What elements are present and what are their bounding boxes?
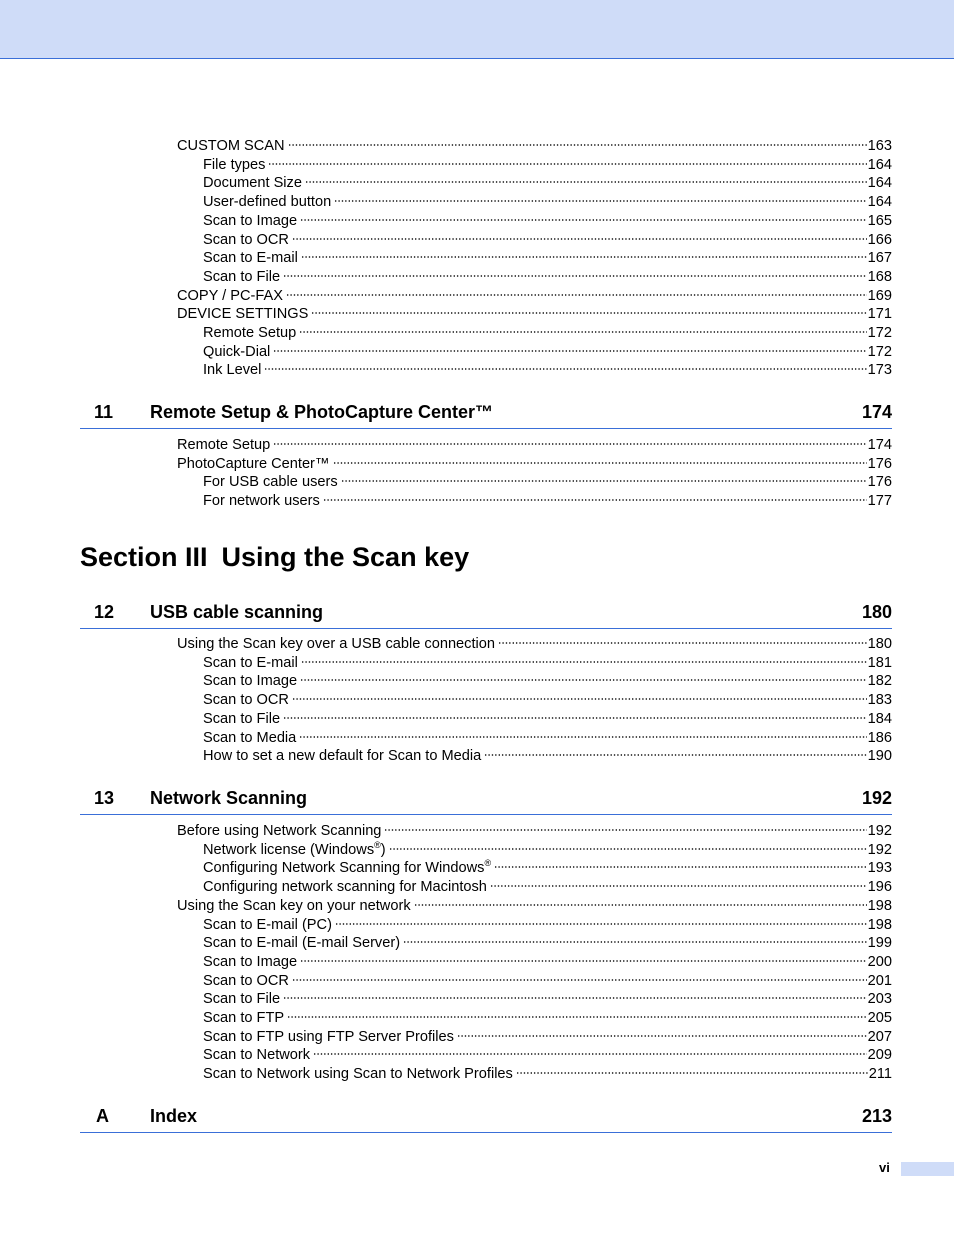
toc-subentry[interactable] bbox=[203, 1065, 892, 1083]
chapter-heading-11[interactable] bbox=[80, 398, 892, 429]
toc-entry-text: Using the Scan key over a USB cable connection bbox=[177, 636, 495, 652]
toc-entry-title bbox=[177, 287, 283, 305]
toc-entry-text: COPY / PC-FAX bbox=[177, 287, 283, 304]
toc-entry-page: 180 bbox=[867, 636, 892, 652]
toc-subentry[interactable] bbox=[203, 654, 892, 672]
toc-subentry[interactable] bbox=[203, 193, 892, 211]
toc-entry-text: Scan to FTP bbox=[203, 1010, 285, 1026]
toc-entry-title bbox=[203, 361, 261, 379]
page-number: vi bbox=[879, 1160, 890, 1175]
toc-entry-page: 174 bbox=[867, 437, 892, 453]
toc-entry-title bbox=[203, 1065, 513, 1083]
chapter-number: 11 bbox=[94, 402, 114, 422]
toc-entry-page: 198 bbox=[867, 897, 892, 914]
dot-leader bbox=[335, 922, 867, 926]
dot-leader bbox=[288, 143, 867, 147]
registered-mark: ® bbox=[484, 858, 492, 869]
chapter-title: Network Scanning bbox=[150, 788, 308, 808]
toc-subentry[interactable] bbox=[203, 249, 892, 267]
toc-entry-text: For network users bbox=[203, 493, 320, 510]
section-label: Section III bbox=[80, 542, 208, 572]
dot-leader bbox=[268, 162, 866, 166]
toc-entry-title bbox=[203, 231, 289, 249]
toc-entry-title bbox=[203, 747, 481, 765]
toc-entry[interactable] bbox=[177, 305, 892, 323]
toc-entry-page: 183 bbox=[867, 692, 892, 709]
dot-leader bbox=[516, 1071, 868, 1075]
toc-entry-text: Scan to Network bbox=[203, 1047, 311, 1064]
toc-entry-page: 164 bbox=[867, 194, 892, 211]
toc-entry-title bbox=[203, 1046, 310, 1064]
toc-entry-title bbox=[203, 473, 338, 491]
dot-leader bbox=[283, 996, 867, 1000]
toc-entry-title bbox=[203, 268, 280, 286]
toc-entry-page: 184 bbox=[867, 710, 892, 727]
toc-subentry[interactable] bbox=[203, 174, 892, 192]
toc-entry-page: 192 bbox=[867, 841, 892, 858]
toc-entry-text: Network license (Windows bbox=[203, 841, 375, 858]
toc-entry-page: 163 bbox=[867, 138, 892, 154]
toc-entry-text: CUSTOM SCAN bbox=[177, 138, 285, 154]
toc-entry-page: 176 bbox=[867, 455, 892, 472]
toc-entry-text: Remote Setup bbox=[203, 325, 297, 341]
toc-entry-text: Remote Setup bbox=[177, 437, 271, 453]
toc-entry-text: Ink Level bbox=[203, 362, 262, 379]
toc-entry-text: Scan to E-mail bbox=[203, 250, 298, 267]
toc-entry-text: Scan to Image bbox=[203, 212, 298, 229]
toc-entry-page: 165 bbox=[867, 212, 892, 229]
toc-entry-page: 181 bbox=[867, 654, 892, 671]
toc-entry[interactable] bbox=[177, 822, 892, 840]
dot-leader bbox=[300, 678, 867, 682]
toc-entry-text: Scan to File bbox=[203, 710, 281, 727]
toc-entry-title bbox=[203, 953, 297, 971]
dot-leader bbox=[484, 753, 866, 757]
toc-entry-title bbox=[177, 635, 495, 653]
dot-leader bbox=[305, 180, 867, 184]
toc-entry-title bbox=[177, 897, 411, 915]
footer-tab bbox=[901, 1162, 954, 1176]
chapter-page: 174 bbox=[861, 402, 892, 422]
toc-entry-title bbox=[177, 822, 381, 840]
dot-leader bbox=[301, 255, 867, 259]
toc-entry-text: Scan to OCR bbox=[203, 692, 289, 709]
toc-entry-text: Scan to File bbox=[203, 991, 281, 1008]
toc-entry-title bbox=[203, 972, 289, 990]
toc-entry-title bbox=[203, 934, 400, 952]
chapter-title: USB cable scanning bbox=[150, 602, 324, 622]
toc-entry-text: User-defined button bbox=[203, 194, 332, 211]
toc-entry-title bbox=[177, 436, 270, 454]
dot-leader bbox=[389, 847, 867, 851]
toc-entry[interactable] bbox=[177, 635, 892, 653]
dot-leader bbox=[300, 218, 867, 222]
toc-entry-page: 186 bbox=[867, 729, 892, 746]
toc-entry-page: 177 bbox=[867, 493, 892, 510]
dot-leader bbox=[264, 367, 866, 371]
toc-entry-title bbox=[203, 859, 491, 877]
toc-subentry[interactable] bbox=[203, 953, 892, 971]
toc-subentry[interactable] bbox=[203, 231, 892, 249]
dot-leader bbox=[292, 978, 867, 982]
toc-entry-page: 192 bbox=[867, 823, 892, 839]
toc-subentry[interactable] bbox=[203, 268, 892, 286]
chapter-page: 180 bbox=[861, 602, 892, 622]
toc-entry-text: Scan to Media bbox=[203, 729, 297, 746]
toc-entry-page: 198 bbox=[867, 916, 892, 933]
toc-entry-suffix: ) bbox=[380, 841, 386, 858]
toc-entry-text: File types bbox=[203, 156, 266, 173]
chapter-number: 13 bbox=[94, 788, 115, 808]
dot-leader bbox=[494, 865, 867, 869]
registered-mark: ® bbox=[374, 839, 381, 850]
toc-entry-title bbox=[203, 156, 265, 174]
toc-entry-page: 172 bbox=[867, 343, 892, 360]
toc-entry-title bbox=[177, 137, 285, 155]
toc-entry[interactable] bbox=[177, 137, 892, 155]
toc-subentry[interactable] bbox=[203, 916, 892, 934]
chapter-page: 192 bbox=[861, 788, 892, 808]
dot-leader bbox=[300, 959, 867, 963]
toc-entry-text: How to set a new default for Scan to Media bbox=[203, 748, 482, 765]
toc-entry-page: 199 bbox=[867, 935, 892, 952]
toc-subentry[interactable] bbox=[203, 212, 892, 230]
toc-subentry[interactable] bbox=[203, 710, 892, 728]
dot-leader bbox=[313, 1052, 867, 1056]
toc-entry-text: Scan to E-mail bbox=[203, 654, 298, 671]
dot-leader bbox=[333, 461, 867, 465]
toc-entry-title bbox=[203, 193, 331, 211]
toc-entry-text: Scan to E-mail (E-mail Server) bbox=[203, 935, 401, 952]
toc-entry-page: 168 bbox=[867, 268, 892, 285]
dot-leader bbox=[301, 660, 867, 664]
toc-entry-page: 166 bbox=[867, 231, 892, 248]
toc-subentry[interactable] bbox=[203, 841, 892, 859]
toc-entry-title bbox=[203, 990, 280, 1008]
toc-entry-text: PhotoCapture Center™ bbox=[177, 455, 330, 472]
dot-leader bbox=[457, 1034, 867, 1038]
chapter-heading-A[interactable] bbox=[80, 1102, 892, 1133]
toc-entry-page: 164 bbox=[867, 175, 892, 192]
dot-leader bbox=[414, 903, 867, 907]
toc-entry-title bbox=[203, 654, 298, 672]
toc-entry-page: 169 bbox=[867, 287, 892, 304]
chapter-number: 12 bbox=[94, 602, 115, 622]
toc-subentry[interactable] bbox=[203, 1028, 892, 1046]
toc-entry-text: Scan to FTP using FTP Server Profiles bbox=[203, 1028, 454, 1045]
toc-entry-title bbox=[203, 710, 280, 728]
toc-entry-title bbox=[203, 1028, 454, 1046]
toc-subentry[interactable] bbox=[203, 343, 892, 361]
dot-leader bbox=[299, 330, 866, 334]
toc-entry-title bbox=[203, 212, 297, 230]
toc-entry-page: 171 bbox=[867, 306, 892, 323]
dot-leader bbox=[341, 479, 867, 483]
toc-entry-page: 164 bbox=[867, 156, 892, 173]
toc-entry-title bbox=[177, 305, 308, 323]
dot-leader bbox=[292, 697, 867, 701]
toc-entry-text: Scan to Image bbox=[203, 953, 298, 970]
toc-entry-text: Scan to Image bbox=[203, 673, 298, 690]
dot-leader bbox=[311, 311, 866, 315]
toc-entry[interactable] bbox=[177, 455, 892, 473]
toc-entry-text: Using the Scan key on your network bbox=[177, 897, 411, 914]
dot-leader bbox=[283, 274, 867, 278]
toc-entry-title bbox=[203, 174, 302, 192]
dot-leader bbox=[384, 828, 866, 832]
header-band bbox=[0, 0, 954, 59]
toc-entry-text: Configuring network scanning for Macintosh bbox=[203, 879, 487, 896]
toc-subentry[interactable] bbox=[203, 729, 892, 747]
toc-entry-page: 209 bbox=[867, 1047, 892, 1064]
toc-entry-page: 201 bbox=[867, 972, 892, 989]
chapter-title: Index bbox=[150, 1106, 198, 1126]
dot-leader bbox=[286, 293, 867, 297]
toc-subentry[interactable] bbox=[203, 672, 892, 690]
toc-entry-title bbox=[203, 729, 296, 747]
dot-leader bbox=[292, 237, 867, 241]
toc-entry[interactable] bbox=[177, 287, 892, 305]
dot-leader bbox=[403, 940, 867, 944]
toc-entry-page: 172 bbox=[867, 325, 892, 341]
toc-entry-text: Scan to E-mail (PC) bbox=[203, 916, 332, 933]
dot-leader bbox=[334, 199, 866, 203]
toc-entry-page: 173 bbox=[867, 362, 892, 379]
toc-entry-title bbox=[203, 1009, 284, 1027]
toc-entry-text: For USB cable users bbox=[203, 474, 338, 491]
toc-subentry[interactable] bbox=[203, 990, 892, 1008]
toc-entry-title bbox=[203, 841, 386, 859]
section-title bbox=[80, 542, 469, 573]
toc-subentry[interactable] bbox=[203, 747, 892, 765]
chapter-heading-12[interactable] bbox=[80, 598, 892, 629]
dot-leader bbox=[299, 735, 866, 739]
chapter-page: 213 bbox=[861, 1106, 892, 1126]
toc-entry-page: 207 bbox=[867, 1028, 892, 1045]
toc-entry-text: Scan to File bbox=[203, 268, 281, 285]
toc-subentry[interactable] bbox=[203, 972, 892, 990]
toc-entry-page: 203 bbox=[867, 991, 892, 1008]
toc-entry-text: Configuring Network Scanning for Windows bbox=[203, 860, 485, 877]
chapter-heading-13[interactable] bbox=[80, 784, 892, 815]
dot-leader bbox=[273, 349, 866, 353]
toc-entry-text: Scan to Network using Scan to Network Profiles bbox=[203, 1066, 513, 1083]
toc-entry-text: DEVICE SETTINGS bbox=[177, 306, 309, 323]
toc-entry-text: Document Size bbox=[203, 175, 302, 192]
toc-entry-title bbox=[203, 672, 297, 690]
toc-entry-text: Scan to OCR bbox=[203, 231, 289, 248]
toc-entry-page: 193 bbox=[867, 860, 892, 877]
toc-entry-title bbox=[203, 249, 298, 267]
toc-entry[interactable] bbox=[177, 436, 892, 454]
toc-subentry[interactable] bbox=[203, 1046, 892, 1064]
dot-leader bbox=[490, 884, 867, 888]
toc-subentry[interactable] bbox=[203, 1009, 892, 1027]
dot-leader bbox=[287, 1015, 867, 1019]
section-name: Using the Scan key bbox=[221, 542, 470, 572]
toc-subentry[interactable] bbox=[203, 691, 892, 709]
chapter-number: A bbox=[96, 1106, 109, 1126]
toc-entry-page: 211 bbox=[868, 1066, 892, 1083]
dot-leader bbox=[498, 641, 867, 645]
toc-subentry[interactable] bbox=[203, 934, 892, 952]
toc-entry-title bbox=[177, 455, 330, 473]
toc-subentry[interactable] bbox=[203, 156, 892, 174]
dot-leader bbox=[273, 442, 866, 446]
toc-subentry[interactable] bbox=[203, 859, 892, 877]
toc-subentry[interactable] bbox=[203, 473, 892, 491]
toc-entry[interactable] bbox=[177, 897, 892, 915]
toc-subentry[interactable] bbox=[203, 324, 892, 342]
toc-entry-page: 205 bbox=[867, 1010, 892, 1026]
toc-entry-title bbox=[203, 878, 487, 896]
toc-entry-page: 182 bbox=[867, 673, 892, 690]
toc-entry-text: Scan to OCR bbox=[203, 972, 289, 989]
toc-entry-title bbox=[203, 324, 296, 342]
toc-entry-text: Quick-Dial bbox=[203, 343, 271, 360]
toc-entry-text: Before using Network Scanning bbox=[177, 823, 382, 839]
toc-subentry[interactable] bbox=[203, 878, 892, 896]
toc-entry-page: 190 bbox=[867, 748, 892, 765]
dot-leader bbox=[323, 498, 867, 502]
toc-entry-page: 200 bbox=[867, 953, 892, 970]
chapter-title: Remote Setup & PhotoCapture Center™ bbox=[150, 402, 494, 422]
toc-subentry[interactable] bbox=[203, 361, 892, 379]
toc-entry-title bbox=[203, 691, 289, 709]
toc-entry-title bbox=[203, 492, 320, 510]
toc-entry-title bbox=[203, 343, 270, 361]
toc-entry-page: 176 bbox=[867, 474, 892, 491]
toc-subentry[interactable] bbox=[203, 492, 892, 510]
dot-leader bbox=[283, 716, 867, 720]
toc-entry-page: 196 bbox=[867, 879, 892, 896]
toc-entry-title bbox=[203, 916, 332, 934]
toc-entry-page: 167 bbox=[867, 250, 892, 267]
